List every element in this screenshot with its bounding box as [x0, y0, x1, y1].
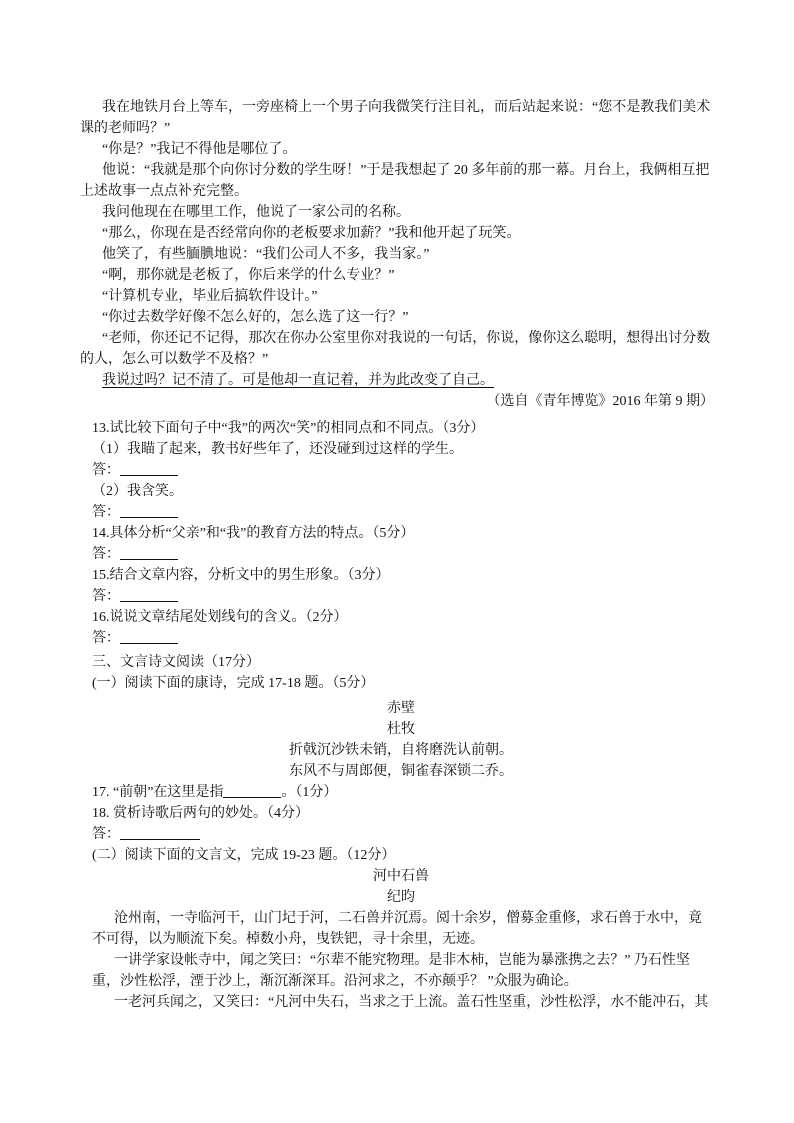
question-17: 17. “前朝”在这里是指 。（1分）	[92, 785, 338, 800]
part-2-instructions: (二）阅读下面的文言文，完成 19-23 题。（12分）	[92, 848, 396, 863]
prose-passage	[92, 908, 714, 1013]
answer-blank[interactable]	[223, 783, 281, 798]
answer-blank[interactable]	[120, 825, 200, 840]
question-18: 18. 赏析诗歌后两句的妙处。（4分）	[92, 806, 309, 821]
underlined-ending-sentence: 我说过吗？记不清了。可是他却一直记着，并为此改变了自己。	[102, 373, 494, 388]
story-paragraph-9: “你过去数学好像不怎么好的，怎么选了这一行？”	[102, 310, 409, 325]
story-source: （选自《青年博览》2016 年第 9 期）	[486, 394, 714, 409]
answer-line-16: 答：	[92, 628, 714, 649]
questions-13-16	[92, 418, 714, 649]
story-paragraph-5: “那么，你现在是否经常向你的老板要求加薪？”我和他开起了玩笑。	[102, 226, 521, 241]
answer-blank[interactable]	[120, 503, 178, 518]
section-3-heading: 三、文言诗文阅读（17分）	[92, 655, 260, 670]
answer-line-15: 答：	[92, 586, 714, 607]
question-13-item-1: （1）我瞄了起来，教书好些年了，还没碰到过这样的学生。	[92, 442, 463, 457]
answer-blank[interactable]	[120, 545, 178, 560]
prose-paragraph-1: 沧州南，一寺临河干，山门圮于河，二石兽并沉焉。阅十余岁，僧募金重修，求石兽于水中，竟不可得，以为顺流下矣。棹数小舟，曳铁钯，寻十余里，无迹。	[92, 911, 702, 947]
part-1-instructions: (一）阅读下面的康诗，完成 17-18 题。（5分）	[92, 676, 375, 691]
story-paragraph-4: 我问他现在在哪里工作，他说了一家公司的名称。	[102, 205, 410, 220]
question-14: 14.具体分析“父亲”和“我”的教育方法的特点。（5分）	[92, 526, 415, 541]
story-passage	[80, 97, 714, 412]
question-15: 15.结合文章内容，分析文中的男生形象。（3分）	[92, 568, 390, 583]
story-paragraph-3: 他说：“我就是那个向你讨分数的学生呀！”于是我想起了 20 多年前的那一幕。月台上，我俩相互把上述故事一点点补充完整。	[80, 163, 710, 199]
answer-blank[interactable]	[120, 461, 178, 476]
prose-author: 纪昀	[387, 890, 415, 905]
question-16: 16.说说文章结尾处划线句的含义。（2分）	[92, 610, 348, 625]
poem	[80, 698, 714, 782]
story-paragraph-10: “老师，你还记不记得，那次在你办公室里你对我说的一句话，你说，像你这么聪明，想得出讨分数的人，怎么可以数学不及格？”	[80, 331, 711, 367]
prose-heading	[80, 866, 714, 908]
story-paragraph-7: “啊，那你就是老板了，你后来学的什么专业？”	[102, 268, 395, 283]
answer-line-14: 答：	[92, 544, 714, 565]
poem-line-1: 折戟沉沙铁未销，自将磨洗认前朝。	[289, 743, 513, 758]
story-paragraph-1: 我在地铁月台上等车，一旁座椅上一个男子向我微笑行注目礼，而后站起来说：“您不是教我们美术课的老师吗？”	[80, 100, 711, 136]
question-13-item-2: （2）我含笑。	[92, 484, 183, 499]
question-13: 13.试比较下面句子中“我”的两次“笑”的相同点和不同点。（3分）	[92, 421, 485, 436]
poem-title: 赤壁	[387, 701, 415, 716]
story-paragraph-2: “你是？”我记不得他是哪位了。	[102, 142, 297, 157]
answer-blank[interactable]	[120, 587, 178, 602]
prose-title: 河中石兽	[373, 869, 429, 884]
poem-line-2: 东风不与周郎便，铜雀春深锁二乔。	[289, 764, 513, 779]
section-3	[92, 652, 714, 694]
story-paragraph-8: “计算机专业，毕业后搞软件设计。”	[102, 289, 318, 304]
answer-line-13-2: 答：	[92, 502, 714, 523]
poem-author: 杜牧	[387, 722, 415, 737]
answer-line-13-1: 答：	[92, 460, 714, 481]
prose-paragraph-2: 一讲学家设帐寺中，闻之笑曰：“尔辈不能究物理。是非木柿，岂能为暴涨携之去？” 乃石性坚重，沙性松浮，湮于沙上，渐沉渐深耳。沿河求之，不亦颠乎？ ”众服为确论。	[92, 953, 690, 989]
answer-blank[interactable]	[120, 629, 178, 644]
prose-paragraph-3: 一老河兵闻之，又笑曰：“凡河中失石，当求之于上流。盖石性坚重，沙性松浮，水不能冲石，其	[114, 995, 709, 1010]
story-paragraph-6: 他笑了，有些腼腆地说：“我们公司人不多，我当家。”	[102, 247, 430, 262]
questions-17-18	[92, 782, 714, 866]
answer-line-18: 答：	[92, 824, 714, 845]
